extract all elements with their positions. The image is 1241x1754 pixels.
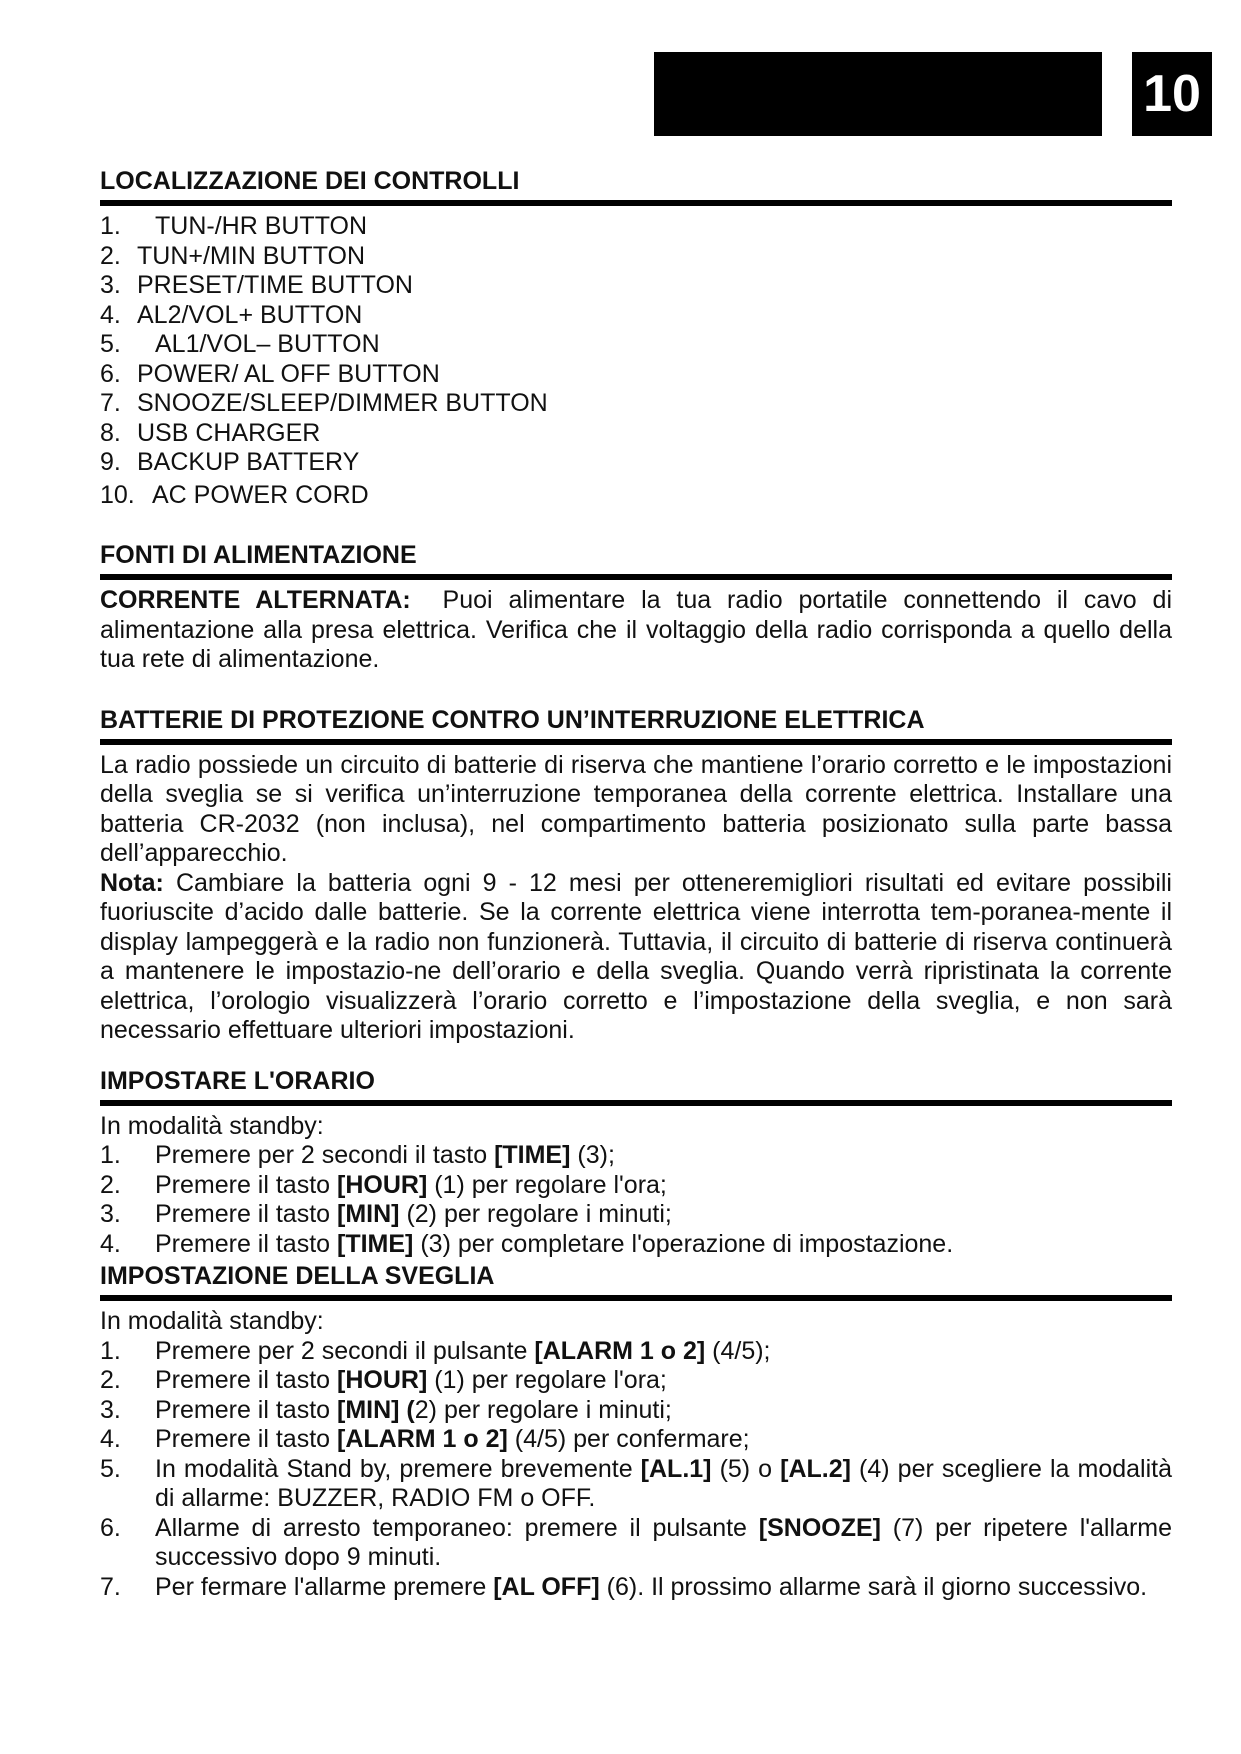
section-rule [100, 1295, 1172, 1301]
page-number: 10 [1132, 52, 1212, 136]
alarm-intro: In modalità standby: [100, 1307, 324, 1335]
backup-paragraph: La radio possiede un circuito di batterie di riserva che mantiene l’orario corretto e le impostazioni della sveglia se si verifica un’interruzione temporanea della corrente elettrica. Installare una batteria CR-2032 (non inclusa), nel compartimento batteria posizionato sulla parte bassa dell’apparecchio. [100, 750, 1172, 867]
list-item: 2. Premere il tasto [HOUR] (1) per regolare l'ora; [100, 1170, 667, 1199]
power-paragraph: CORRENTE ALTERNATA: Puoi alimentare la tua radio portatile connettendo il cavo di alimentazione alla presa elettrica. Verifica che il voltaggio della radio corrisponda a quello della tua rete di alimentazione. [100, 586, 1172, 673]
list-item: 10. AC POWER CORD [100, 480, 369, 509]
header-bar [654, 52, 1102, 136]
list-item: 3. Premere il tasto [MIN] (2) per regolare i minuti; [100, 1395, 672, 1424]
section-title-power: FONTI DI ALIMENTAZIONE [100, 541, 417, 569]
controls-list [100, 212, 1172, 510]
list-item: 5. In modalità Stand by, premere brevemente [AL.1] (5) o [AL.2] (4) per scegliere la modalità di allarme: BUZZER, RADIO FM o OFF. [100, 1454, 1172, 1512]
list-item: 5. AL1/VOL– BUTTON [100, 330, 380, 358]
section-title-time: IMPOSTARE L'ORARIO [100, 1066, 375, 1095]
section-rule [100, 739, 1172, 745]
backup-note: Nota: Cambiare la batteria ogni 9 - 12 mesi per otteneremigliori risultati ed evitare possibili fuoriuscite d’acido dalle batterie. Se la corrente elettrica viene interrotta tem-poranea-mente il display lampeggerà e la radio non funzionerà. Tuttavia, il circuito di batterie di riserva continuerà a mantenere le impostazio-ne dell’orario e della sveglia. Quando verrà ripristinata la corrente elettrica, l’orologio visualizzerà l’orario corretto e l’impostazione della sveglia, e non sarà necessario effettuare ulteriori impostazioni. [100, 868, 1172, 1044]
list-item: 6. Allarme di arresto temporaneo: premere il pulsante [SNOOZE] (7) per ripetere l'allarme successivo dopo 9 minuti. [100, 1513, 1172, 1571]
time-steps [100, 1141, 1172, 1259]
list-item: 6. POWER/ AL OFF BUTTON [100, 359, 440, 388]
list-item: 1. TUN-/HR BUTTON [100, 212, 368, 240]
list-item: 2. TUN+/MIN BUTTON [100, 241, 366, 270]
list-item: 4. AL2/VOL+ BUTTON [100, 300, 363, 329]
section-rule [100, 200, 1172, 206]
list-item: 1. Premere per 2 secondi il pulsante [ALARM 1 o 2] (4/5); [100, 1336, 771, 1365]
section-title-backup: BATTERIE DI PROTEZIONE CONTRO UN’INTERRUZIONE ELETTRICA [100, 705, 925, 734]
list-item: 2. Premere il tasto [HOUR] (1) per regolare l'ora; [100, 1366, 667, 1394]
list-item: 4. Premere il tasto [TIME] (3) per completare l'operazione di impostazione. [100, 1229, 954, 1258]
list-item: 1. Premere per 2 secondi il tasto [TIME] (3); [100, 1141, 615, 1169]
list-item: 3. PRESET/TIME BUTTON [100, 271, 413, 299]
alarm-steps [100, 1337, 1172, 1603]
list-item: 8. USB CHARGER [100, 418, 321, 447]
list-item: 7. Per fermare l'allarme premere [AL OFF] (6). Il prossimo allarme sarà il giorno successivo. [100, 1572, 1148, 1601]
section-rule [100, 574, 1172, 580]
document-body [100, 166, 1172, 1602]
section-title-alarm: IMPOSTAZIONE DELLA SVEGLIA [100, 1262, 495, 1290]
section-rule [100, 1100, 1172, 1106]
list-item: 4. Premere il tasto [ALARM 1 o 2] (4/5) per confermare; [100, 1425, 750, 1453]
list-item: 9. BACKUP BATTERY [100, 448, 360, 476]
time-intro: In modalità standby: [100, 1111, 324, 1140]
list-item: 3. Premere il tasto [MIN] (2) per regolare i minuti; [100, 1200, 672, 1228]
list-item: 7. SNOOZE/SLEEP/DIMMER BUTTON [100, 389, 548, 417]
section-title-controls: LOCALIZZAZIONE DEI CONTROLLI [100, 167, 520, 195]
